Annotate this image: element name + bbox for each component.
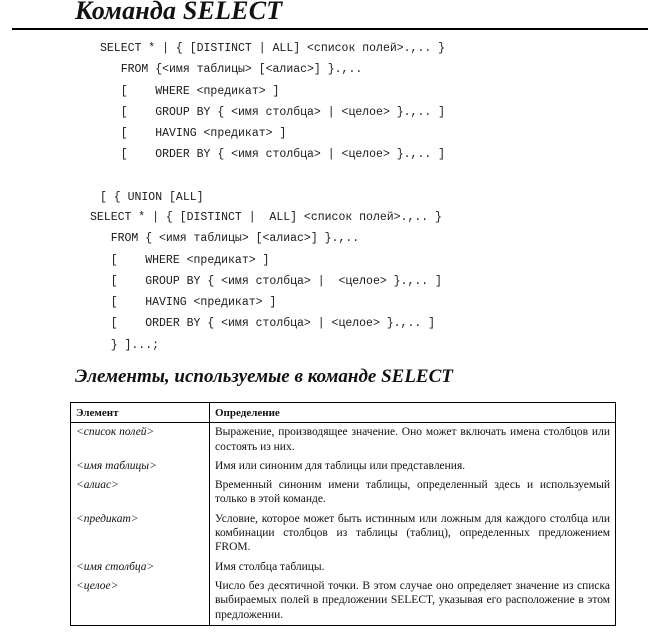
code-line: SELECT * | { [DISTINCT | ALL] <список полей>.,.. }	[90, 211, 442, 224]
code-line: SELECT * | { [DISTINCT | ALL] <список полей>.,.. }	[100, 42, 446, 55]
code-line: [ { UNION [ALL]	[100, 191, 204, 205]
table-row	[71, 423, 616, 457]
element-cell: <имя таблицы>	[71, 457, 210, 476]
definition-cell: Временный синоним имени таблицы, определенный здесь и используемый только в этой команде.	[215, 479, 610, 506]
syntax-block-2	[90, 207, 442, 356]
table-header-row	[71, 403, 616, 423]
definition-cell: Выражение, производящее значение. Оно может включать имена столбцов или состоять из них.	[215, 426, 610, 453]
code-line: [ WHERE <предикат> ]	[100, 84, 280, 98]
code-line: [ HAVING <предикат> ]	[100, 127, 287, 141]
element-cell: <имя столбца>	[71, 558, 210, 577]
code-line: [ ORDER BY { <имя столбца> | <целое> }.,.. ]	[100, 148, 446, 162]
element-cell: <целое>	[71, 577, 210, 625]
code-line: [ WHERE <предикат> ]	[90, 253, 270, 267]
code-line: [ HAVING <предикат> ]	[90, 296, 277, 310]
code-line: [ GROUP BY { <имя столбца> | <целое> }.,.. ]	[100, 105, 446, 119]
table-row	[71, 457, 616, 476]
page-title: Команда SELECT	[75, 0, 283, 25]
code-line: } ]...;	[90, 338, 160, 352]
table-row	[71, 577, 616, 625]
table-row	[71, 558, 616, 577]
table-row	[71, 510, 616, 558]
element-cell: <список полей>	[71, 423, 210, 457]
element-cell: <алиас>	[71, 476, 210, 510]
definition-cell: Условие, которое может быть истинным или ложным для каждого столбца или комбинации столбцов из таблицы (таблиц), определенных предложением FROM.	[215, 512, 610, 554]
table-row	[71, 476, 616, 510]
code-line: FROM {<имя таблицы> [<алиас>] }.,..	[100, 63, 363, 77]
elements-table	[70, 402, 616, 626]
code-line: [ ORDER BY { <имя столбца> | <целое> }.,.. ]	[90, 317, 436, 331]
code-line: [ GROUP BY { <имя столбца> | <целое> }.,.. ]	[90, 274, 442, 288]
elements-heading: Элементы, используемые в команде SELECT	[75, 366, 453, 387]
column-header-element: Элемент	[71, 403, 210, 423]
code-line: FROM { <имя таблицы> [<алиас>] }.,..	[90, 232, 360, 246]
definition-cell: Имя или синоним для таблицы или представления.	[215, 459, 466, 472]
definition-cell: Имя столбца таблицы.	[215, 560, 325, 573]
title-rule	[12, 28, 648, 30]
syntax-block-1	[100, 38, 445, 208]
column-header-definition: Определение	[210, 403, 616, 423]
element-cell: <предикат>	[71, 510, 210, 558]
definition-cell: Число без десятичной точки. В этом случае оно определяет значение из списка выбираемых полей в предложении SELECT, указывая его расположение в этом предложении.	[215, 579, 610, 621]
